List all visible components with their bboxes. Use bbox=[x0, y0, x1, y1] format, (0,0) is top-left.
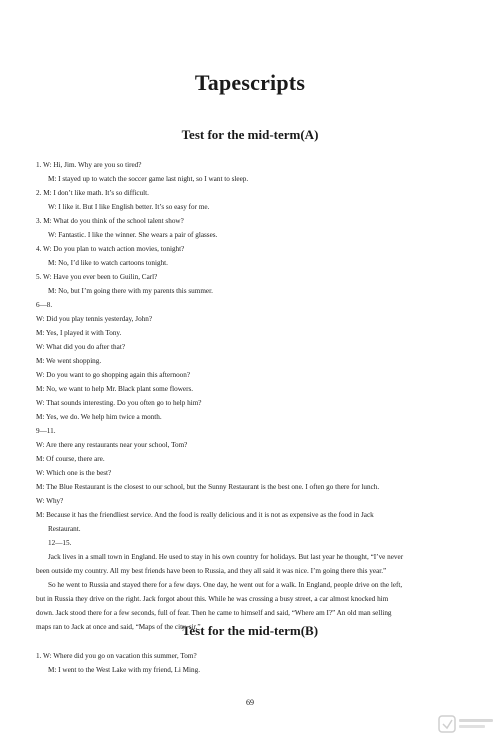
watermark-logo-icon bbox=[436, 713, 496, 735]
transcript-line: M: I went to the West Lake with my friend, Li Ming. bbox=[48, 666, 200, 674]
transcript-line: 9—11. bbox=[36, 427, 56, 435]
transcript-line: M: Because it has the friendliest service. And the food is really delicious and it is not as expensive as the food in Jack bbox=[36, 511, 374, 519]
transcript-line: W: What did you do after that? bbox=[36, 343, 126, 351]
transcript-line: 3. M: What do you think of the school talent show? bbox=[36, 217, 184, 225]
transcript-line: M: No, we want to help Mr. Black plant some flowers. bbox=[36, 385, 194, 393]
transcript-line: 1. W: Where did you go on vacation this summer, Tom? bbox=[36, 652, 197, 660]
transcript-line: W: Fantastic. I like the winner. She wears a pair of glasses. bbox=[48, 231, 218, 239]
section-a-title: Test for the mid-term(A) bbox=[181, 127, 319, 142]
transcript-line: W: Are there any restaurants near your school, Tom? bbox=[36, 441, 188, 449]
page-number: 69 bbox=[246, 698, 254, 707]
page-title: Tapescripts bbox=[194, 70, 306, 95]
transcript-line: 5. W: Have you ever been to Guilin, Carl? bbox=[36, 273, 158, 281]
transcript-line: M: No, but I’m going there with my parents this summer. bbox=[48, 287, 213, 295]
section-b-transcript bbox=[36, 649, 468, 677]
transcript-line: Restaurant. bbox=[48, 525, 81, 533]
transcript-line: W: Do you want to go shopping again this afternoon? bbox=[36, 371, 191, 379]
section-a-transcript bbox=[36, 158, 468, 634]
transcript-line: Jack lives in a small town in England. He used to stay in his own country for holidays. But last year he thought, “I’ve never bbox=[48, 553, 404, 561]
transcript-line: W: Did you play tennis yesterday, John? bbox=[36, 315, 153, 323]
section-b-title: Test for the mid-term(B) bbox=[181, 623, 319, 638]
transcript-line: M: No, I’d like to watch cartoons tonight. bbox=[48, 259, 168, 267]
transcript-line: down. Jack stood there for a few seconds, full of fear. Then he came to himself and said, “Where am I?” An old man selling bbox=[36, 609, 392, 617]
transcript-line: 4. W: Do you plan to watch action movies, tonight? bbox=[36, 245, 185, 253]
transcript-line: W: Why? bbox=[36, 497, 64, 505]
transcript-line: but in Russia they drive on the right. Jack forgot about this. While he was crossing a busy street, a car almost knocked him bbox=[36, 595, 389, 603]
transcript-line: W: That sounds interesting. Do you often go to help him? bbox=[36, 399, 202, 407]
transcript-line: 6—8. bbox=[36, 301, 53, 309]
transcript-line: M: We went shopping. bbox=[36, 357, 102, 365]
transcript-line: W: I like it. But I like English better. It’s so easy for me. bbox=[48, 203, 210, 211]
transcript-line: 2. M: I don’t like math. It’s so difficult. bbox=[36, 189, 149, 197]
transcript-line: M: Of course, there are. bbox=[36, 455, 105, 463]
transcript-line: M: The Blue Restaurant is the closest to our school, but the Sunny Restaurant is the best one. I often go there for lunch. bbox=[36, 483, 380, 491]
transcript-line: 12—15. bbox=[48, 539, 72, 547]
transcript-line: M: Yes, I played it with Tony. bbox=[36, 329, 122, 337]
transcript-line: So he went to Russia and stayed there for a few days. One day, he went out for a walk. In England, people drive on the left, bbox=[48, 581, 403, 589]
transcript-line: maps ran to Jack at once and said, “Maps of the city, sir.” bbox=[36, 623, 201, 631]
transcript-line: M: I stayed up to watch the soccer game last night, so I want to sleep. bbox=[48, 175, 249, 183]
transcript-line: M: Yes, we do. We help him twice a month. bbox=[36, 413, 162, 421]
transcript-line: been outside my country. All my best friends have been to Russia, and they all said it was nice. I’m going there this year.” bbox=[36, 567, 387, 575]
transcript-line: W: Which one is the best? bbox=[36, 469, 112, 477]
transcript-line: 1. W: Hi, Jim. Why are you so tired? bbox=[36, 161, 142, 169]
